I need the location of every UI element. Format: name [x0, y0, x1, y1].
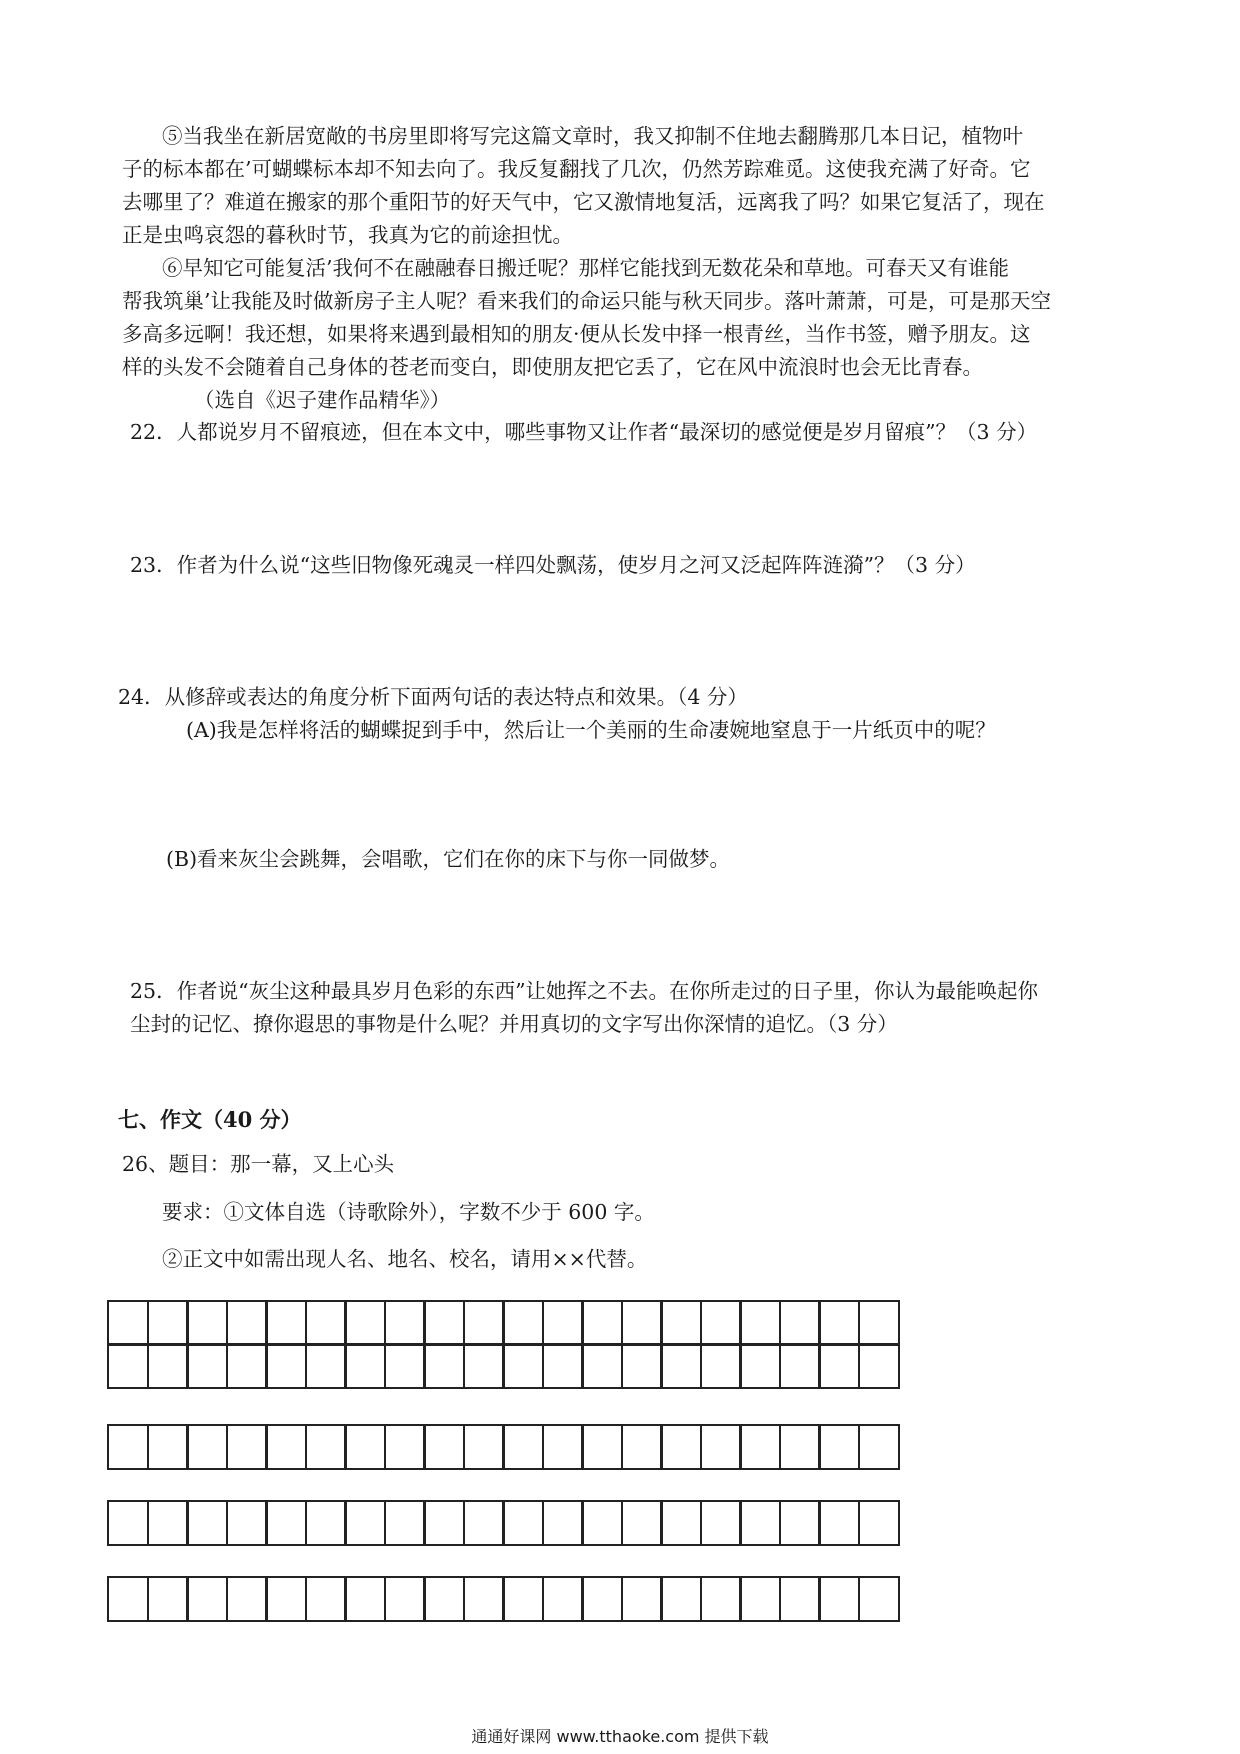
- writing-grid-cell: [344, 1500, 386, 1546]
- writing-grid-cell: [265, 1500, 307, 1546]
- composition-requirement-2: ②正文中如需出现人名、地名、校名，请用××代替。: [162, 1247, 648, 1271]
- passage-source: （选自《迟子建作品精华》）: [194, 388, 451, 412]
- question-24-b: (B)看来灰尘会跳舞，会唱歌，它们在你的床下与你一同做梦。: [166, 847, 731, 871]
- writing-grid-cell: [502, 1500, 544, 1546]
- writing-grid-cell: [779, 1343, 821, 1389]
- writing-grid-cell: [305, 1424, 347, 1470]
- writing-grid-cell: [186, 1424, 228, 1470]
- writing-grid-cell: [107, 1500, 149, 1546]
- writing-grid-cell: [779, 1424, 821, 1470]
- composition-requirement-1: 要求：①文体自选（诗歌除外），字数不少于 600 字。: [162, 1200, 655, 1224]
- writing-grid-cell: [858, 1300, 900, 1346]
- writing-grid-row-1: [107, 1300, 897, 1346]
- writing-grid-cell: [542, 1300, 584, 1346]
- writing-grid-cell: [621, 1343, 663, 1389]
- question-23: 23．作者为什么说“这些旧物像死魂灵一样四处飘荡，使岁月之河又泛起阵阵涟漪”？（3 分）: [130, 553, 976, 577]
- writing-grid-cell: [265, 1576, 307, 1622]
- writing-grid-cell: [739, 1300, 781, 1346]
- passage-p5-line3: 去哪里了？难道在搬家的那个重阳节的好天气中，它又激情地复活，远离我了吗？如果它复活了，现在: [122, 190, 1045, 214]
- writing-grid-cell: [779, 1500, 821, 1546]
- writing-grid-cell: [779, 1300, 821, 1346]
- writing-grid-cell: [463, 1500, 505, 1546]
- passage-p6-line3: 多高多远啊！我还想，如果将来遇到最相知的朋友·便从长发中择一根青丝，当作书签，赠予朋友。这: [122, 322, 1031, 346]
- writing-grid-cell: [265, 1424, 307, 1470]
- writing-grid-cell: [186, 1500, 228, 1546]
- writing-grid-cell: [423, 1500, 465, 1546]
- writing-grid-cell: [621, 1424, 663, 1470]
- writing-grid-cell: [384, 1343, 426, 1389]
- question-22: 22．人都说岁月不留痕迹，但在本文中，哪些事物又让作者“最深切的感觉便是岁月留痕”？（3 分）: [130, 420, 1038, 444]
- writing-grid-cell: [226, 1500, 268, 1546]
- writing-grid-cell: [818, 1300, 860, 1346]
- passage-p5-line1: ⑤当我坐在新居宽敞的书房里即将写完这篇文章时，我又抑制不住地去翻腾那几本日记，植物叶: [162, 124, 1023, 148]
- writing-grid-cell: [581, 1300, 623, 1346]
- writing-grid-cell: [384, 1300, 426, 1346]
- writing-grid-cell: [305, 1300, 347, 1346]
- writing-grid-cell: [700, 1343, 742, 1389]
- writing-grid-cell: [186, 1343, 228, 1389]
- writing-grid-cell: [779, 1576, 821, 1622]
- writing-grid-cell: [621, 1300, 663, 1346]
- writing-grid-cell: [344, 1343, 386, 1389]
- writing-grid-cell: [186, 1576, 228, 1622]
- writing-grid-cell: [147, 1576, 189, 1622]
- writing-grid-cell: [305, 1343, 347, 1389]
- writing-grid-cell: [739, 1424, 781, 1470]
- writing-grid-cell: [463, 1300, 505, 1346]
- writing-grid-cell: [581, 1343, 623, 1389]
- writing-grid-cell: [265, 1343, 307, 1389]
- writing-grid-cell: [858, 1343, 900, 1389]
- writing-grid-cell: [621, 1500, 663, 1546]
- writing-grid-cell: [107, 1576, 149, 1622]
- writing-grid-cell: [147, 1300, 189, 1346]
- writing-grid-cell: [700, 1500, 742, 1546]
- writing-grid-cell: [621, 1576, 663, 1622]
- writing-grid-cell: [463, 1343, 505, 1389]
- writing-grid-cell: [147, 1500, 189, 1546]
- writing-grid-cell: [581, 1576, 623, 1622]
- question-24-a: (A)我是怎样将活的蝴蝶捉到手中，然后让一个美丽的生命凄婉地窒息于一片纸页中的呢？: [186, 718, 996, 742]
- composition-heading: 七、作文（40 分）: [118, 1107, 302, 1132]
- writing-grid-cell: [186, 1300, 228, 1346]
- writing-grid-cell: [660, 1343, 702, 1389]
- writing-grid-cell: [700, 1300, 742, 1346]
- question-25-line1: 25．作者说“灰尘这种最具岁月色彩的东西”让她挥之不去。在你所走过的日子里，你认为最能唤起你: [130, 979, 1039, 1003]
- writing-grid-cell: [739, 1500, 781, 1546]
- writing-grid-cell: [344, 1576, 386, 1622]
- writing-grid-cell: [858, 1576, 900, 1622]
- passage-p5-line4: 正是虫鸣哀怨的暮秋时节，我真为它的前途担忧。: [122, 223, 573, 247]
- writing-grid-row-3: [107, 1424, 897, 1470]
- writing-grid-cell: [107, 1343, 149, 1389]
- writing-grid-cell: [305, 1576, 347, 1622]
- writing-grid-row-2: [107, 1343, 897, 1389]
- writing-grid-cell: [226, 1343, 268, 1389]
- passage-p6-line4: 样的头发不会随着自己身体的苍老而变白，即使朋友把它丢了，它在风中流浪时也会无比青春。: [122, 355, 983, 379]
- composition-title: 26、题目：那一幕，又上心头: [122, 1152, 395, 1176]
- writing-grid-cell: [384, 1576, 426, 1622]
- writing-grid-cell: [660, 1424, 702, 1470]
- writing-grid-cell: [147, 1424, 189, 1470]
- writing-grid-cell: [344, 1424, 386, 1470]
- writing-grid-cell: [818, 1500, 860, 1546]
- passage-p6-line1: ⑥早知它可能复活’我何不在融融春日搬迁呢？那样它能找到无数花朵和草地。可春天又有谁能: [162, 256, 1010, 280]
- page-footer: 通通好课网 www.tthaoke.com 提供下载: [471, 1727, 769, 1746]
- writing-grid-cell: [581, 1424, 623, 1470]
- writing-grid-row-4: [107, 1500, 897, 1546]
- writing-grid-cell: [463, 1576, 505, 1622]
- writing-grid-cell: [226, 1424, 268, 1470]
- writing-grid-cell: [502, 1343, 544, 1389]
- writing-grid-cell: [660, 1300, 702, 1346]
- writing-grid-cell: [542, 1343, 584, 1389]
- writing-grid-cell: [858, 1500, 900, 1546]
- question-24: 24．从修辞或表达的角度分析下面两句话的表达特点和效果。（4 分）: [118, 685, 748, 709]
- writing-grid-cell: [107, 1424, 149, 1470]
- writing-grid-cell: [542, 1500, 584, 1546]
- writing-grid-cell: [423, 1343, 465, 1389]
- writing-grid-cell: [502, 1300, 544, 1346]
- writing-grid-cell: [502, 1576, 544, 1622]
- writing-grid-cell: [818, 1343, 860, 1389]
- writing-grid-cell: [818, 1424, 860, 1470]
- writing-grid-cell: [700, 1424, 742, 1470]
- writing-grid-cell: [423, 1576, 465, 1622]
- writing-grid-cell: [542, 1576, 584, 1622]
- writing-grid-cell: [384, 1500, 426, 1546]
- writing-grid-cell: [463, 1424, 505, 1470]
- passage-p6-line2: 帮我筑巢’让我能及时做新房子主人呢？看来我们的命运只能与秋天同步。落叶萧萧，可是，可是那天空: [122, 289, 1052, 313]
- writing-grid-cell: [423, 1300, 465, 1346]
- writing-grid-cell: [344, 1300, 386, 1346]
- writing-grid-cell: [818, 1576, 860, 1622]
- writing-grid-cell: [265, 1300, 307, 1346]
- writing-grid-cell: [660, 1576, 702, 1622]
- writing-grid-row-5: [107, 1576, 897, 1622]
- writing-grid-cell: [660, 1500, 702, 1546]
- writing-grid-cell: [147, 1343, 189, 1389]
- writing-grid-cell: [107, 1300, 149, 1346]
- writing-grid-cell: [226, 1576, 268, 1622]
- writing-grid-cell: [502, 1424, 544, 1470]
- writing-grid-cell: [739, 1576, 781, 1622]
- writing-grid-cell: [423, 1424, 465, 1470]
- writing-grid-cell: [384, 1424, 426, 1470]
- writing-grid-cell: [858, 1424, 900, 1470]
- passage-p5-line2: 子的标本都在’可蝴蝶标本却不知去向了。我反复翻找了几次，仍然芳踪难觅。这使我充满了好奇。它: [122, 157, 1031, 181]
- writing-grid-cell: [581, 1500, 623, 1546]
- writing-grid-cell: [739, 1343, 781, 1389]
- writing-grid-cell: [226, 1300, 268, 1346]
- question-25-line2: 尘封的记忆、撩你遐思的事物是什么呢？并用真切的文字写出你深情的追忆。（3 分）: [130, 1012, 898, 1036]
- writing-grid-cell: [542, 1424, 584, 1470]
- writing-grid-cell: [305, 1500, 347, 1546]
- writing-grid-cell: [700, 1576, 742, 1622]
